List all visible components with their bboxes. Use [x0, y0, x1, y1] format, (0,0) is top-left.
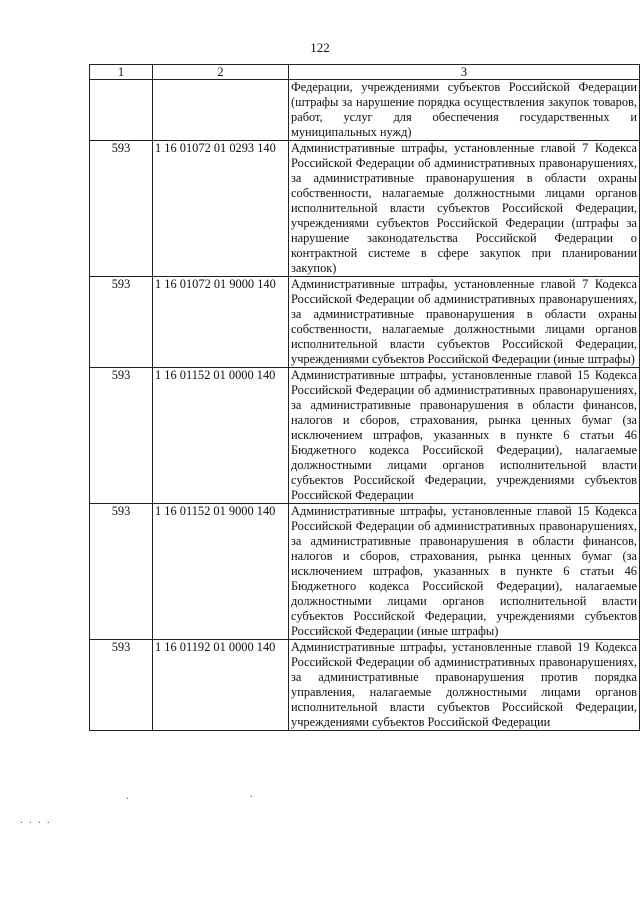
- page-number: 122: [310, 40, 330, 55]
- table-header: [90, 65, 640, 80]
- description-cell: Административные штрафы, установленные главой 7 Кодекса Российской Федерации об административных правонарушениях, за административные правонарушения в области охраны собственности, налагаемые должностными лицами органов исполнительной власти субъектов Российской Федерации, учреждениями субъектов Российской Федерации (штрафы за нарушение законодательства Российской Федерации о контрактной системе в сфере закупок при планировании закупок): [289, 141, 640, 277]
- scan-speck: .: [126, 791, 129, 802]
- scan-speck: . . . .: [20, 815, 52, 826]
- admin-code-cell: 593: [90, 504, 153, 640]
- budget-code-cell: [153, 80, 289, 141]
- table-row: [90, 368, 640, 504]
- table-row: [90, 277, 640, 368]
- table-row: [90, 640, 640, 731]
- admin-code-cell: 593: [90, 368, 153, 504]
- description-cell: Административные штрафы, установленные главой 19 Кодекса Российской Федерации об административных правонарушениях, за административные правонарушения против порядка управления, налагаемые должностными лицами органов исполнительной власти субъектов Российской Федерации, учреждениями субъектов Российской Федерации: [289, 640, 640, 731]
- column-header-3: 3: [289, 65, 640, 80]
- admin-code-cell: [90, 80, 153, 141]
- budget-code-cell: 1 16 01072 01 0293 140: [153, 141, 289, 277]
- description-cell: Административные штрафы, установленные главой 7 Кодекса Российской Федерации об административных правонарушениях, за административные правонарушения в области охраны собственности, налагаемые должностными лицами органов исполнительной власти субъектов Российской Федерации, учреждениями субъектов Российской Федерации (иные штрафы): [289, 277, 640, 368]
- description-cell: Административные штрафы, установленные главой 15 Кодекса Российской Федерации об административных правонарушениях, за административные правонарушения в области финансов, налогов и сборов, страхования, рынка ценных бумаг (за исключением штрафов, указанных в пункте 6 статьи 46 Бюджетного кодекса Российской Федерации), налагаемые должностными лицами органов исполнительной власти субъектов Российской Федерации, учреждениями субъектов Российской Федерации: [289, 368, 640, 504]
- table-row: [90, 80, 640, 141]
- budget-classification-table: [89, 64, 640, 731]
- header-row: [90, 65, 640, 80]
- column-header-1: 1: [90, 65, 153, 80]
- budget-code-cell: 1 16 01152 01 0000 140: [153, 368, 289, 504]
- column-header-2: 2: [153, 65, 289, 80]
- table-row: [90, 141, 640, 277]
- scan-speck: .: [250, 789, 253, 800]
- admin-code-cell: 593: [90, 640, 153, 731]
- budget-code-cell: 1 16 01072 01 9000 140: [153, 277, 289, 368]
- table-row: [90, 504, 640, 640]
- description-cell: Административные штрафы, установленные главой 15 Кодекса Российской Федерации об административных правонарушениях, за административные правонарушения в области финансов, налогов и сборов, страхования, рынка ценных бумаг (за исключением штрафов, указанных в пункте 6 статьи 46 Бюджетного кодекса Российской Федерации), налагаемые должностными лицами органов исполнительной власти субъектов Российской Федерации, учреждениями субъектов Российской Федерации (иные штрафы): [289, 504, 640, 640]
- description-cell: Федерации, учреждениями субъектов Российской Федерации (штрафы за нарушение порядка осуществления закупок товаров, работ, услуг для обеспечения государственных и муниципальных нужд): [289, 80, 640, 141]
- budget-code-cell: 1 16 01192 01 0000 140: [153, 640, 289, 731]
- admin-code-cell: 593: [90, 277, 153, 368]
- budget-code-cell: 1 16 01152 01 9000 140: [153, 504, 289, 640]
- table-body: [90, 80, 640, 731]
- admin-code-cell: 593: [90, 141, 153, 277]
